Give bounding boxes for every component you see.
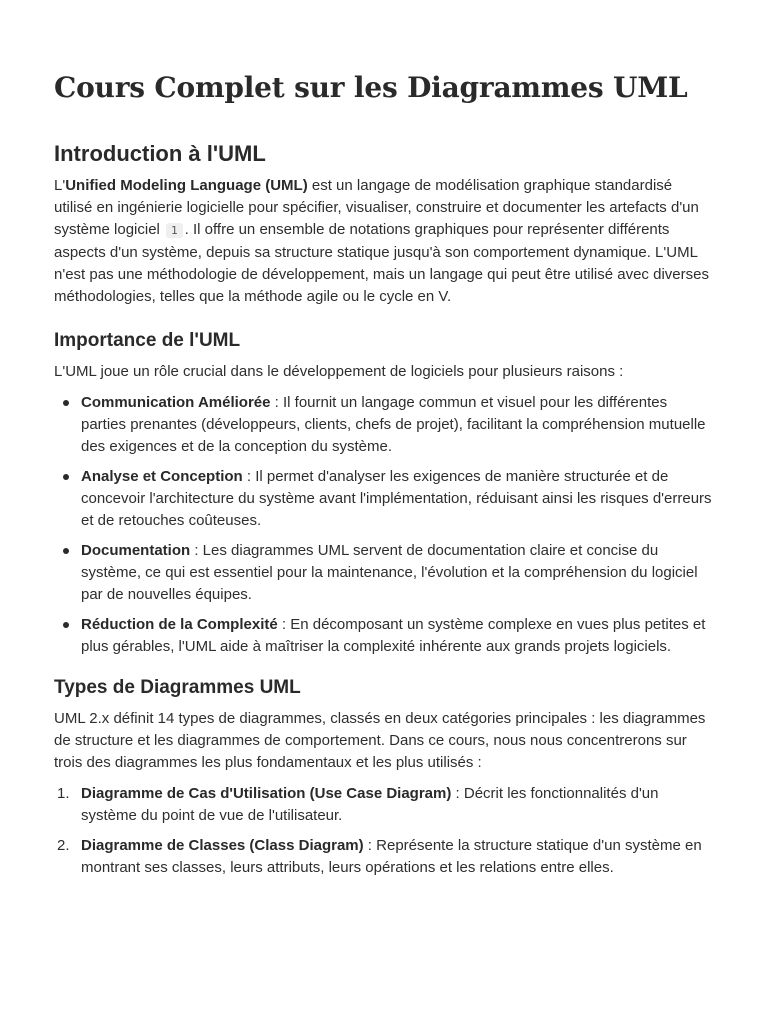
page-title: Cours Complet sur les Diagrammes UML xyxy=(54,71,688,104)
types-list xyxy=(54,783,714,879)
list-item-term: Analyse et Conception xyxy=(81,468,243,485)
bullet-icon xyxy=(63,400,69,406)
types-lead: UML 2.x définit 14 types de diagrammes, classés en deux catégories principales : les diagrammes de structure et les diagrammes de comportement. Dans ce cours, nous nous concentrerons sur trois des diagrammes les plus fondamentaux et les plus utilisés : xyxy=(54,710,706,771)
importance-heading: Importance de l'UML xyxy=(54,330,241,351)
list-item-term: Réduction de la Complexité xyxy=(81,616,278,633)
list-number: 1. xyxy=(57,785,70,802)
document-page xyxy=(54,0,714,887)
intro-bold-term: Unified Modeling Language (UML) xyxy=(65,177,308,194)
list-item-text: : Représente la structure statique d'un système en montrant ses classes, leurs attributs, leurs opérations et les relations entre elles. xyxy=(81,837,702,876)
list-item xyxy=(54,614,714,658)
list-item xyxy=(54,835,714,879)
list-item-text: : Décrit les fonctionnalités d'un système du point de vue de l'utilisateur. xyxy=(81,785,659,824)
list-item-text: : Il fournit un langage commun et visuel pour les différentes parties prenantes (développeurs, clients, chefs de projet), facilitant la compréhension mutuelle des exigences et de la conception du système. xyxy=(81,394,706,455)
list-item xyxy=(54,392,714,458)
intro-text-after: . Il offre un ensemble de notations graphiques pour représenter différents aspects d'un système, depuis sa structure statique jusqu'à son comportement dynamique. L'UML n'est pas une méthodologie de développement, mais un langage qui peut être utilisé avec diverses méthodologies, telles que la méthode agile ou le cycle en V. xyxy=(54,221,709,305)
list-number: 2. xyxy=(57,837,70,854)
list-item-term: Communication Améliorée xyxy=(81,394,271,411)
list-item xyxy=(54,466,714,532)
intro-paragraph xyxy=(54,175,714,308)
importance-lead: L'UML joue un rôle crucial dans le développement de logiciels pour plusieurs raisons : xyxy=(54,363,624,380)
list-item-text: : Il permet d'analyser les exigences de manière structurée et de concevoir l'architecture du système avant l'implémentation, réduisant ainsi les risques d'erreurs et de retouches coûteuses. xyxy=(81,468,712,529)
intro-heading: Introduction à l'UML xyxy=(54,141,266,166)
bullet-icon xyxy=(63,548,69,554)
list-item-term: Documentation xyxy=(81,542,191,559)
intro-text-mid: est un langage de modélisation graphique standardisé utilisé en ingénierie logicielle pour spécifier, visualiser, construire et documenter les artefacts d'un système logiciel xyxy=(54,177,699,238)
importance-list xyxy=(54,392,714,658)
intro-text-before: L' xyxy=(54,177,66,194)
list-item-text: : En décomposant un système complexe en vues plus petites et plus gérables, l'UML aide à maîtriser la complexité inhérente aux grands projets logiciels. xyxy=(81,616,706,655)
bullet-icon xyxy=(63,622,69,628)
types-heading: Types de Diagrammes UML xyxy=(54,677,301,698)
reference-marker[interactable]: 1 xyxy=(166,223,183,238)
list-item-text: : Les diagrammes UML servent de documentation claire et concise du système, ce qui est essentiel pour la maintenance, l'évolution et la compréhension du logiciel par de nouvelles équipes. xyxy=(81,542,698,603)
list-item xyxy=(54,783,714,827)
bullet-icon xyxy=(63,474,69,480)
list-item xyxy=(54,540,714,606)
list-item-term: Diagramme de Cas d'Utilisation (Use Case Diagram) xyxy=(81,785,452,802)
list-item-term: Diagramme de Classes (Class Diagram) xyxy=(81,837,364,854)
